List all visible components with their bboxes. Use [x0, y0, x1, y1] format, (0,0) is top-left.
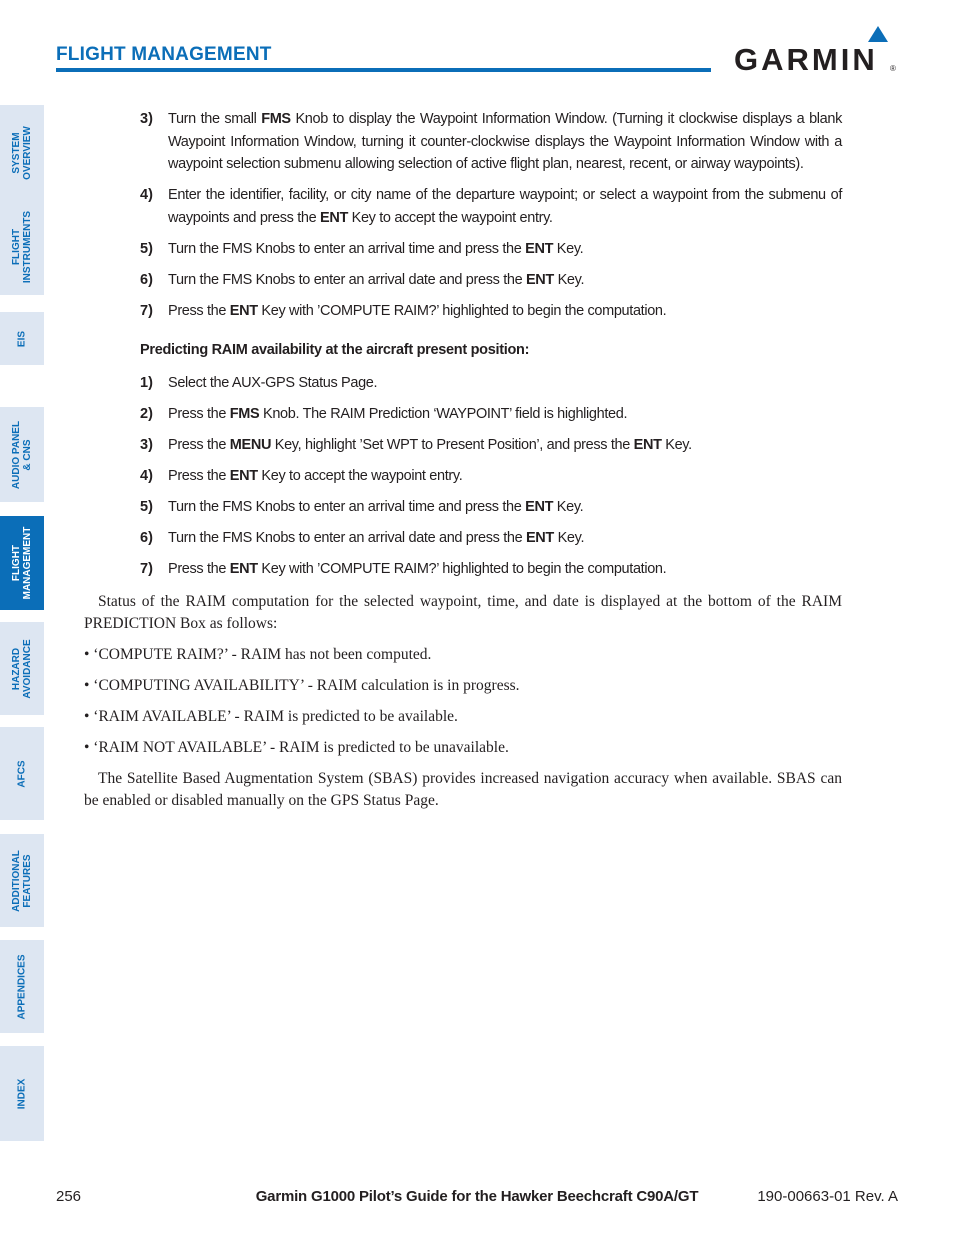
step-text	[168, 184, 842, 229]
step-text-part: Key.	[661, 436, 692, 453]
header-rule	[56, 68, 711, 72]
key-name: ENT	[525, 529, 554, 546]
step-number: 6)	[140, 271, 153, 288]
tab-afcs[interactable]	[0, 727, 44, 820]
step-text	[168, 558, 842, 581]
step-text-part: Turn the FMS Knobs to enter an arrival date and press the	[168, 271, 526, 288]
procedure-step	[84, 108, 842, 176]
procedure-step	[84, 465, 842, 488]
status-bullet: • ‘RAIM NOT AVAILABLE’ - RAIM is predicted to be unavailable.	[84, 738, 509, 756]
key-name: ENT	[525, 271, 554, 288]
tab-label: SYSTEM OVERVIEW	[11, 126, 33, 180]
step-text-part: Key.	[553, 498, 584, 515]
sbas-paragraph: The Satellite Based Augmentation System (SBAS) provides increased navigation accuracy when available. SBAS can be enabled or disabled manually on the GPS Status Page.	[84, 769, 842, 809]
key-name: ENT	[633, 436, 662, 453]
procedure-step	[84, 184, 842, 229]
status-bullet: • ‘COMPUTE RAIM?’ - RAIM has not been computed.	[84, 645, 432, 663]
step-number: 2)	[140, 405, 153, 422]
step-text-part: Key with ’COMPUTE RAIM?’ highlighted to begin the computation.	[257, 560, 667, 577]
tab-label: FLIGHT INSTRUMENTS	[11, 210, 33, 283]
step-text	[168, 372, 842, 395]
step-number: 4)	[140, 467, 153, 484]
status-bullet: • ‘RAIM AVAILABLE’ - RAIM is predicted to be available.	[84, 707, 458, 725]
step-number: 7)	[140, 560, 153, 577]
procedure-step	[84, 238, 842, 261]
step-number: 3)	[140, 111, 153, 127]
step-text-part: Turn the FMS Knobs to enter an arrival date and press the	[168, 529, 526, 546]
step-text-part: Turn the FMS Knobs to enter an arrival time and press the	[168, 240, 526, 257]
step-number: 3)	[140, 436, 153, 453]
step-text-part: Turn the small	[168, 111, 262, 127]
key-name: FMS	[229, 405, 260, 422]
procedure-steps-present-position	[84, 372, 842, 581]
step-text	[168, 465, 842, 488]
key-name: ENT	[525, 240, 554, 257]
tab-label: INDEX	[16, 1078, 28, 1109]
status-bullet-list	[84, 644, 842, 759]
step-text-part: Key.	[553, 271, 585, 288]
key-name: ENT	[525, 498, 554, 515]
tab-label: ADDITIONAL FEATURES	[11, 849, 33, 912]
procedure-step	[84, 372, 842, 395]
status-bullet: • ‘COMPUTING AVAILABILITY’ - RAIM calculation is in progress.	[84, 676, 520, 694]
tab-hazard-avoidance[interactable]	[0, 622, 44, 715]
key-name: FMS	[261, 111, 291, 127]
status-intro-paragraph: Status of the RAIM computation for the selected waypoint, time, and date is displayed at the bottom of the RAIM PREDICTION Box as follows:	[84, 592, 842, 632]
step-text-part: Press the	[168, 302, 230, 319]
step-text	[168, 269, 842, 292]
step-text	[168, 238, 842, 261]
tab-label: APPENDICES	[16, 953, 28, 1020]
subheading: Predicting RAIM availability at the aircraft present position:	[140, 342, 530, 358]
procedure-step	[84, 496, 842, 519]
page-number: 256	[56, 1188, 82, 1205]
document-number: 190-00663-01 Rev. A	[757, 1188, 898, 1205]
step-number: 1)	[140, 374, 153, 391]
step-text-part: Turn the FMS Knobs to enter an arrival time and press the	[168, 498, 526, 515]
garmin-logo-text: GARMIN	[734, 42, 878, 77]
step-text-part: Enter the identifier, facility, or city name of the departure waypoint; or select a waypoint from the submenu of waypoints and press the	[168, 187, 842, 226]
key-name: ENT	[229, 467, 258, 484]
procedure-step	[84, 527, 842, 550]
step-text	[168, 300, 842, 323]
procedure-step	[84, 403, 842, 426]
step-text-part: Key.	[553, 240, 584, 257]
tab-label: FLIGHT MANAGEMENT	[11, 526, 33, 600]
garmin-triangle-icon	[868, 26, 888, 42]
tab-flight-instruments[interactable]	[0, 198, 44, 295]
tab-additional-features[interactable]	[0, 834, 44, 927]
tab-appendices[interactable]	[0, 940, 44, 1033]
key-name: ENT	[229, 302, 258, 319]
procedure-step	[84, 300, 842, 323]
registered-mark: ®	[890, 64, 896, 73]
step-text-part: Key to accept the waypoint entry.	[257, 467, 463, 484]
step-text-part: Knob to display the Waypoint Information Window. (Turning it clockwise displays a blank Waypoint Information Window, turning it counter-clockwise displays the Waypoint Information Window with a waypoint selection submenu allowing selection of active flight plan, nearest, recent, or airway waypoints).	[168, 111, 842, 172]
tab-system-overview[interactable]	[0, 105, 44, 201]
tab-label: HAZARD AVOIDANCE	[11, 638, 33, 699]
step-number: 4)	[140, 187, 153, 203]
procedure-step	[84, 269, 842, 292]
tab-index[interactable]	[0, 1046, 44, 1141]
key-name: MENU	[229, 436, 272, 453]
tab-label: AFCS	[16, 759, 28, 788]
guide-title: Garmin G1000 Pilot’s Guide for the Hawker Beechcraft C90A/GT	[255, 1188, 699, 1205]
main-content	[84, 108, 842, 821]
tab-label: EIS	[16, 330, 28, 347]
step-number: 5)	[140, 498, 153, 515]
step-text	[168, 434, 842, 457]
procedure-step	[84, 558, 842, 581]
step-text-part: Select the AUX-GPS Status Page.	[168, 374, 378, 391]
step-number: 6)	[140, 529, 153, 546]
garmin-logo	[734, 26, 900, 78]
tab-eis[interactable]	[0, 312, 44, 365]
step-text	[168, 108, 842, 176]
tab-flight-management[interactable]	[0, 516, 44, 610]
step-text-part: Knob. The RAIM Prediction ‘WAYPOINT’ field is highlighted.	[259, 405, 628, 422]
step-text-part: Key with ’COMPUTE RAIM?’ highlighted to begin the computation.	[257, 302, 667, 319]
key-name: ENT	[229, 560, 258, 577]
tab-label: AUDIO PANEL & CNS	[11, 420, 33, 489]
step-text-part: Key.	[553, 529, 585, 546]
step-text	[168, 527, 842, 550]
tab-audio-panel-cns[interactable]	[0, 407, 44, 502]
step-text-part: Key, highlight ’Set WPT to Present Position’, and press the	[271, 436, 634, 453]
step-text-part: Press the	[168, 467, 230, 484]
step-text-part: Press the	[168, 405, 230, 422]
step-text-part: Press the	[168, 436, 230, 453]
key-name: ENT	[320, 209, 348, 226]
procedure-step	[84, 434, 842, 457]
step-number: 7)	[140, 302, 153, 319]
procedure-steps-compute	[84, 108, 842, 322]
step-text	[168, 496, 842, 519]
section-title: FLIGHT MANAGEMENT	[56, 44, 272, 65]
step-number: 5)	[140, 240, 153, 257]
step-text-part: Press the	[168, 560, 230, 577]
step-text-part: Key to accept the waypoint entry.	[347, 209, 553, 226]
step-text	[168, 403, 842, 426]
